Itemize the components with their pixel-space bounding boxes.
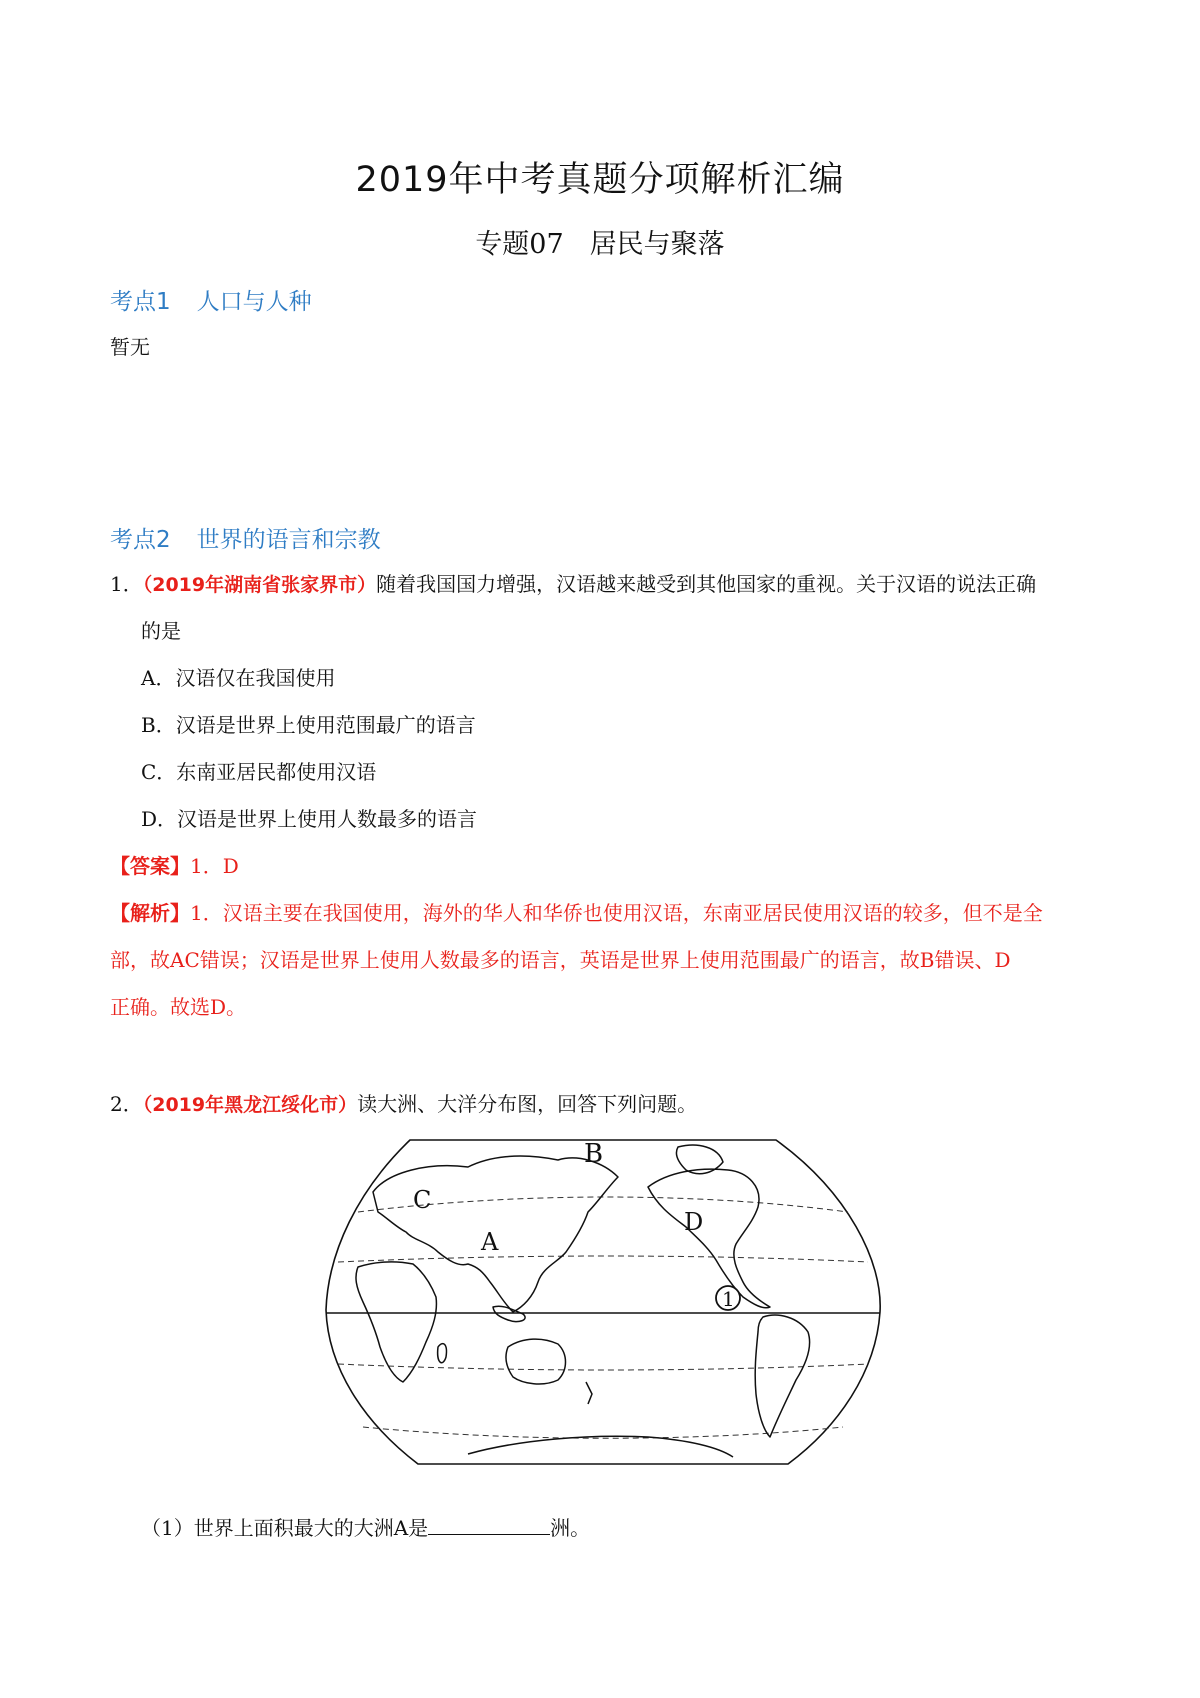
question-source: （2019年黑龙江绥化市）	[142, 1094, 358, 1116]
map-label-a: A	[481, 1228, 499, 1256]
page-subtitle	[0, 222, 1200, 261]
sub-question-text: （1）世界上面积最大的大洲A是	[141, 1516, 429, 1540]
section-heading-2	[110, 521, 381, 554]
madagascar-outline	[438, 1344, 447, 1363]
section-name: 世界的语言和宗教	[196, 527, 381, 553]
map-label-b: B	[584, 1139, 604, 1169]
north-america-outline	[648, 1169, 770, 1308]
new-zealand-outline	[586, 1382, 592, 1404]
australia-outline	[506, 1339, 566, 1384]
option-c: C．东南亚居民都使用汉语	[141, 760, 377, 784]
answer-blank[interactable]	[428, 1516, 550, 1535]
subtitle-topic: 专题07	[475, 229, 564, 260]
section-heading-1	[110, 283, 312, 316]
sub-question-1	[141, 1512, 590, 1541]
sub-question-suffix: 洲。	[550, 1516, 591, 1540]
south-america-outline	[755, 1315, 809, 1437]
map-label-c: C	[413, 1186, 432, 1214]
map-frame	[326, 1140, 880, 1464]
section-number: 考点1	[110, 289, 171, 315]
question-number: 2．	[110, 1092, 143, 1116]
question-text: 随着我国国力增强，汉语越来越受到其他国家的重视。关于汉语的说法正确	[376, 572, 1037, 596]
africa-outline	[356, 1262, 436, 1382]
analysis-tag: 【解析】	[110, 901, 190, 925]
section-1-content: 暂无	[110, 335, 150, 359]
question-text: 读大洲、大洋分布图，回答下列问题。	[357, 1092, 698, 1116]
section-name: 人口与人种	[196, 289, 312, 315]
map-label-d: D	[684, 1208, 704, 1236]
arctic-circle	[358, 1197, 848, 1212]
indonesia-outline	[493, 1306, 525, 1321]
answer-tag: 【答案】	[110, 854, 190, 878]
question-2-stem	[110, 1088, 697, 1117]
analysis-text: 1．汉语主要在我国使用，海外的华人和华侨也使用汉语，东南亚居民使用汉语的较多，但不是全	[190, 901, 1043, 925]
page-title: 2019年中考真题分项解析汇编	[355, 160, 845, 200]
analysis-line-2: 部，故AC错误；汉语是世界上使用人数最多的语言，英语是世界上使用范围最广的语言，故B错误、D	[110, 948, 1011, 972]
answer-line	[110, 850, 239, 879]
answer-value: 1．D	[190, 854, 239, 878]
question-1-stem-cont: 的是	[141, 619, 181, 643]
option-b: B．汉语是世界上使用范围最广的语言	[141, 713, 476, 737]
tropic-of-cancer	[338, 1256, 868, 1262]
map-label-circle: 1	[722, 1287, 735, 1311]
analysis-line-1	[110, 897, 1043, 926]
tropic-of-capricorn	[338, 1364, 868, 1370]
question-1-stem	[110, 568, 1036, 597]
option-d: D．汉语是世界上使用人数最多的语言	[141, 807, 478, 831]
question-number: 1．	[110, 572, 143, 596]
section-number: 考点2	[110, 527, 171, 553]
option-a: A．汉语仅在我国使用	[141, 666, 336, 690]
question-source: （2019年湖南省张家界市）	[142, 574, 377, 596]
analysis-line-3: 正确。故选D。	[110, 995, 247, 1019]
subtitle-name: 居民与聚落	[589, 229, 725, 260]
world-map-figure	[318, 1132, 890, 1472]
antarctica-outline	[468, 1436, 733, 1457]
